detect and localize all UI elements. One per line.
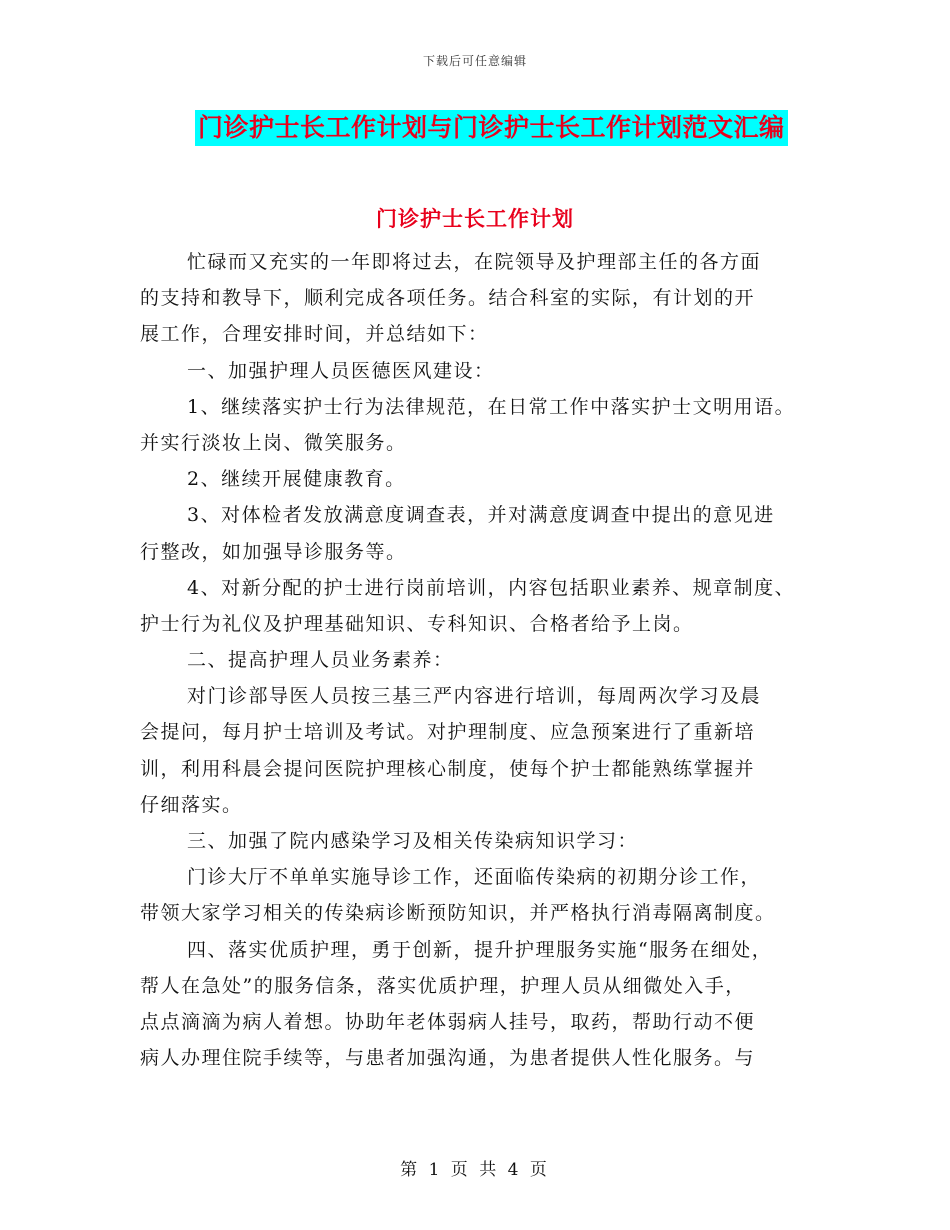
paragraph-line: 训，利用科晨会提问医院护理核心制度，使每个护士都能熟练掌握并 xyxy=(140,757,756,780)
paragraph-line: 会提问，每月护士培训及考试。对护理制度、应急预案进行了重新培 xyxy=(140,721,756,744)
section-title: 门诊护士长工作计划 xyxy=(376,206,574,231)
paragraph-line: 忙碌而又充实的一年即将过去，在院领导及护理部主任的各方面 xyxy=(187,251,762,273)
page-header-note: 下载后可任意编辑 xyxy=(422,54,527,68)
paragraph-line: 2、继续开展健康教育。 xyxy=(187,468,406,491)
paragraph-line: 带领大家学习相关的传染病诊断预防知识，并严格执行消毒隔离制度。 xyxy=(140,902,776,925)
paragraph-line: 的支持和教导下，顺利完成各项任务。结合科室的实际，有计划的开 xyxy=(140,287,756,310)
paragraph-line: 护士行为礼仪及护理基础知识、专科知识、合格者给予上岗。 xyxy=(140,612,694,635)
paragraph-line: 展工作，合理安排时间，并总结如下： xyxy=(140,323,489,346)
page-footer: 第 1 页 共 4 页 xyxy=(400,1160,550,1180)
paragraph-line: 四、落实优质护理，勇于创新，提升护理服务实施“服务在细处， xyxy=(187,938,773,961)
paragraph-line: 病人办理住院手续等，与患者加强沟通，为患者提供人性化服务。与 xyxy=(140,1047,756,1070)
paragraph-line: 对门诊部导医人员按三基三严内容进行培训，每周两次学习及晨 xyxy=(187,685,762,708)
body-text xyxy=(140,244,830,1076)
paragraph-line: 仔细落实。 xyxy=(140,793,243,816)
heading-line: 一、加强护理人员医德医风建设： xyxy=(187,359,495,382)
paragraph-line: 3、对体检者发放满意度调查表，并对满意度调查中提出的意见进 xyxy=(187,504,775,527)
paragraph-line: 行整改，如加强导诊服务等。 xyxy=(140,540,407,563)
heading-line: 二、提高护理人员业务素养： xyxy=(187,649,454,672)
paragraph-line: 并实行淡妆上岗、微笑服务。 xyxy=(140,431,407,454)
paragraph-line: 4、对新分配的护士进行岗前培训，内容包括职业素养、规章制度、 xyxy=(187,576,796,599)
paragraph-line: 帮人在急处”的服务信条，落实优质护理，护理人员从细微处入手， xyxy=(140,974,746,997)
paragraph-line: 点点滴滴为病人着想。协助年老体弱病人挂号，取药，帮助行动不便 xyxy=(140,1010,756,1033)
paragraph-line: 门诊大厅不单单实施导诊工作，还面临传染病的初期分诊工作， xyxy=(187,866,762,889)
paragraph-line: 1、继续落实护士行为法律规范，在日常工作中落实护士文明用语。 xyxy=(187,395,796,418)
heading-line: 三、加强了院内感染学习及相关传染病知识学习： xyxy=(187,830,639,852)
document-title: 门诊护士长工作计划与门诊护士长工作计划范文汇编 xyxy=(195,110,788,146)
